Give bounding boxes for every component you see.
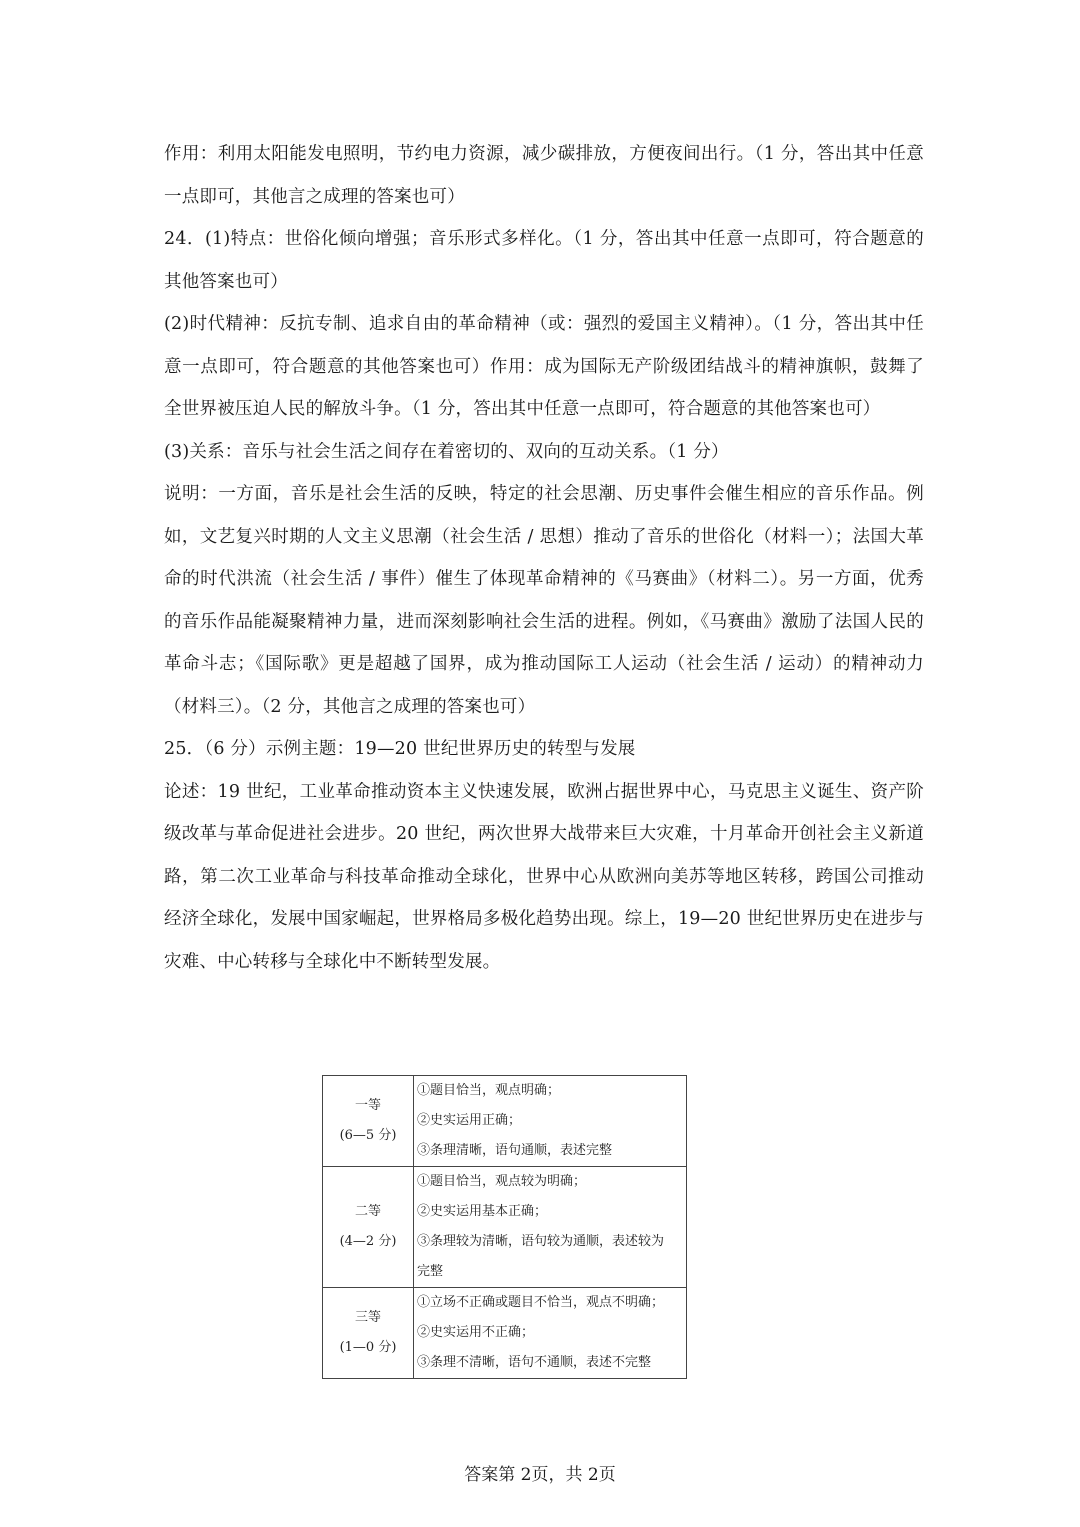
grade-label: 三等 — [354, 1310, 381, 1325]
criteria-item: ②史实运用基本正确； — [417, 1204, 548, 1219]
answer-content — [164, 133, 924, 983]
table-row — [323, 1076, 687, 1167]
paragraph-q25-essay: 论述：19 世纪，工业革命推动资本主义快速发展，欧洲占据世界中心，马克思主义诞生、资产阶级改革与革命促进社会进步。20 世纪，两次世界大战带来巨大灾难，十月革命开创社会主义新道路，第二次工业革命与科技革命推动全球化，世界中心从欧洲向美苏等地区转移，跨国公司推动经济全球化，发展中国家崛起，世界格局多极化趋势出现。综上，19—20 世纪世界历史在进步与灾难、中心转移与全球化中不断转型发展。 — [164, 781, 924, 972]
paragraph-solar-function: 作用：利用太阳能发电照明，节约电力资源，减少碳排放，方便夜间出行。（1 分，答出其中任意一点即可，其他言之成理的答案也可） — [164, 144, 924, 207]
grade-label: 一等 — [354, 1098, 381, 1113]
criteria-item: ③条理不清晰，语句不通顺，表述不完整 — [417, 1355, 652, 1370]
paragraph-q24-part2: (2)时代精神：反抗专制、追求自由的革命精神（或：强烈的爱国主义精神）。（1 分，答出其中任意一点即可，符合题意的其他答案也可）作用：成为国际无产阶级团结战斗的精神旗帜，鼓舞了全世界被压迫人民的解放斗争。（1 分，答出其中任意一点即可，符合题意的其他答案也可） — [164, 314, 924, 419]
grade-score: (1—0 分) — [339, 1340, 397, 1355]
criteria-item: 完整 — [417, 1264, 444, 1279]
criteria-cell — [414, 1167, 687, 1288]
criteria-item: ③条理较为清晰，语句较为通顺，表述较为 — [417, 1234, 665, 1249]
criteria-cell — [414, 1076, 687, 1167]
paragraph-q25-theme: 25．（6 分）示例主题：19—20 世纪世界历史的转型与发展 — [164, 739, 636, 759]
grade-score: (4—2 分) — [339, 1234, 397, 1249]
grading-table — [322, 1075, 687, 1379]
paragraph-q24-part3: (3)关系：音乐与社会生活之间存在着密切的、双向的互动关系。（1 分） — [164, 441, 729, 462]
criteria-item: ②史实运用正确； — [417, 1113, 522, 1128]
page-footer: 答案第 2页，共 2页 — [464, 1465, 616, 1485]
table-row — [323, 1288, 687, 1379]
grade-cell — [323, 1288, 414, 1379]
criteria-cell — [414, 1288, 687, 1379]
criteria-item: ①题目恰当，观点明确； — [417, 1083, 561, 1098]
table-row — [323, 1167, 687, 1288]
grade-label: 二等 — [354, 1204, 381, 1219]
criteria-item: ③条理清晰，语句通顺，表述完整 — [417, 1143, 613, 1158]
grade-cell — [323, 1076, 414, 1167]
paragraph-q24-explanation: 说明：一方面，音乐是社会生活的反映，特定的社会思潮、历史事件会催生相应的音乐作品。例如，文艺复兴时期的人文主义思潮（社会生活 / 思想）推动了音乐的世俗化（材料一）；法国大革命的时代洪流（社会生活 / 事件）催生了体现革命精神的《马赛曲》（材料二）。另一方面，优秀的音乐作品能凝聚精神力量，进而深刻影响社会生活的进程。例如，《马赛曲》激励了法国人民的革命斗志；《国际歌》更是超越了国界，成为推动国际工人运动（社会生活 / 运动）的精神动力（材料三）。（2 分，其他言之成理的答案也可） — [164, 484, 924, 717]
criteria-item: ①立场不正确或题目不恰当，观点不明确； — [417, 1295, 665, 1310]
grade-cell — [323, 1167, 414, 1288]
criteria-item: ①题目恰当，观点较为明确； — [417, 1174, 587, 1189]
grade-score: (6—5 分) — [339, 1128, 397, 1143]
criteria-item: ②史实运用不正确； — [417, 1325, 535, 1340]
paragraph-q24-part1: 24．(1)特点：世俗化倾向增强；音乐形式多样化。（1 分，答出其中任意一点即可，符合题意的其他答案也可） — [164, 229, 924, 292]
